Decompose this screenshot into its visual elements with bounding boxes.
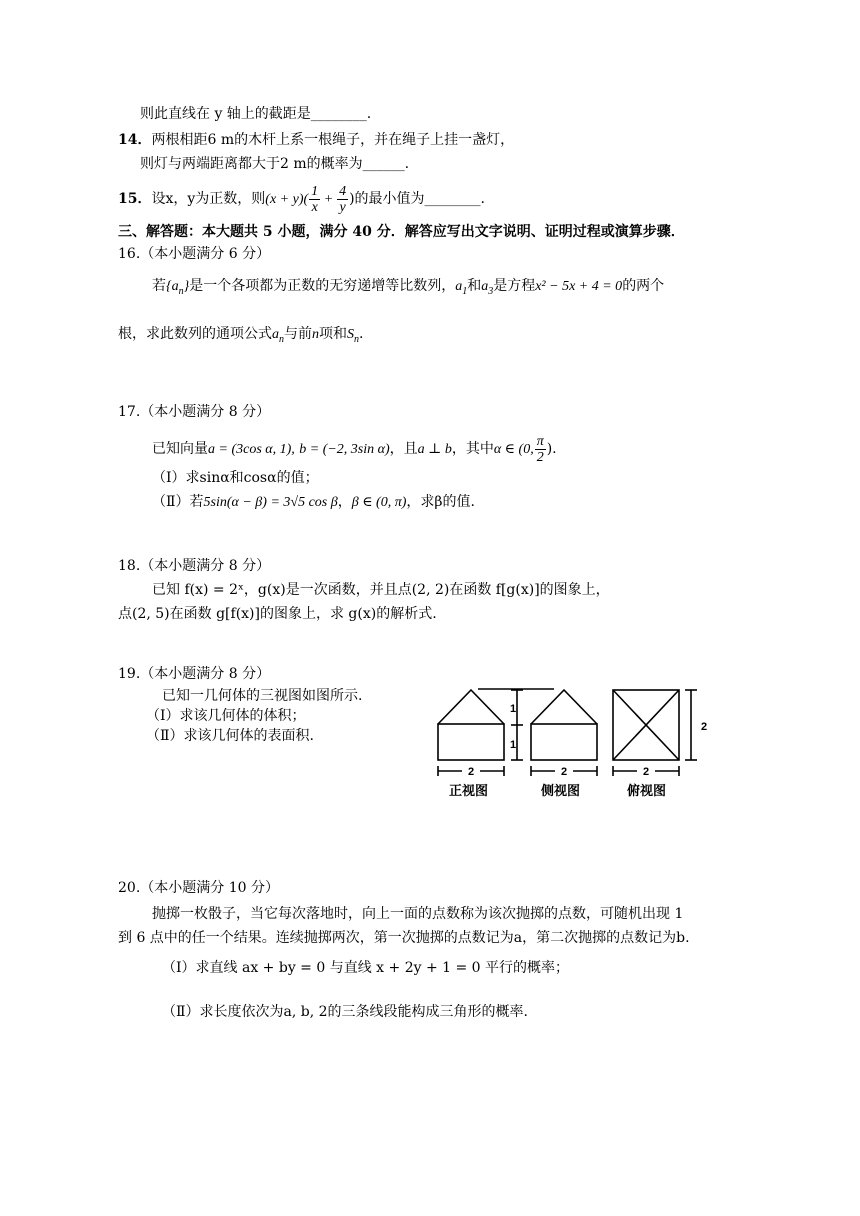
q15-text-b: )的最小值为________. bbox=[349, 191, 485, 207]
dim-label-side-width: 2 bbox=[561, 766, 568, 778]
section3-title: 三、解答题：本大题共 5 小题，满分 40 分．解答应写出文字说明、证明过程或演算步骤． bbox=[118, 224, 685, 240]
q14-number: 14． bbox=[118, 132, 152, 148]
q13-tail: 则此直线在 y 轴上的截距是________. bbox=[140, 106, 372, 122]
q16-line2: 根，求此数列的通项公式$a_n$与前n项和$S_n$. bbox=[118, 326, 364, 345]
q19-header: 19.（本小题满分 8 分） bbox=[118, 666, 271, 682]
q19-part2: （Ⅱ）求该几何体的表面积. bbox=[146, 728, 314, 744]
side-view bbox=[531, 690, 597, 760]
dim-label-h2: 1 bbox=[510, 739, 517, 751]
q17-line1: 已知向量a = (3cos α, 1), b = (−2, 3sin α)，且a ⊥ b，其中α ∈ (0, $\frac{\pi}{2}$ ). bbox=[152, 433, 557, 465]
q15-line: 15．设x，y为正数，则(x + y)( $\frac{1}{x}$ + $\frac{4}{y}$ )的最小值为________. bbox=[118, 183, 485, 215]
q19-line1: 已知一几何体的三视图如图所示. bbox=[162, 688, 363, 704]
q15-number: 15． bbox=[118, 191, 152, 207]
q17-part2: （Ⅱ）若5sin(α − β) = 3√5 cos β，β ∈ (0, π)，求β的值. bbox=[152, 494, 475, 510]
q17-part1: （Ⅰ）求sinα和cosα的值； bbox=[152, 470, 319, 486]
q17-header: 17.（本小题满分 8 分） bbox=[118, 404, 271, 420]
front-view bbox=[438, 690, 504, 760]
q17-part2-eq: 5sin(α − β) = 3√5 cos β bbox=[203, 495, 338, 510]
dim-label-top-width: 2 bbox=[643, 766, 650, 778]
top-view-label: 俯视图 bbox=[627, 783, 667, 798]
q17-pi-frac: $\frac{\pi}{2}$ bbox=[536, 433, 544, 465]
q19-part1: （Ⅰ）求该几何体的体积； bbox=[146, 708, 306, 724]
q20-line1: 抛掷一枚骰子，当它每次落地时，向上一面的点数称为该次抛掷的点数，可随机出现 1 bbox=[152, 906, 684, 922]
dim-label-h1: 1 bbox=[510, 703, 517, 715]
top-height-dimension bbox=[685, 690, 697, 760]
q14-line2: 则灯与两端距离都大于2 m的概率为______. bbox=[140, 156, 410, 172]
q16-equation: x² − 5x + 4 = 0 bbox=[535, 279, 623, 294]
q20-line2: 到 6 点中的任一个结果。连续抛掷两次，第一次抛掷的点数记为a，第二次抛掷的点数记为b. bbox=[118, 930, 690, 946]
front-view-label: 正视图 bbox=[449, 783, 489, 798]
q20-part2: （Ⅱ）求长度依次为a, b, 2的三条线段能构成三角形的概率. bbox=[162, 1004, 528, 1020]
q14-line1 bbox=[118, 130, 514, 150]
q15-text-a: 设x，y为正数，则 bbox=[151, 191, 266, 207]
q17-vec-b: b = (−2, 3sin α) bbox=[299, 442, 390, 457]
three-view-figure bbox=[428, 682, 708, 804]
q16-line1: 若$\{a_n\}$是一个各项都为正数的无穷递增等比数列，$a_1$和$a_3$是方程x² − 5x + 4 = 0的两个 bbox=[152, 278, 665, 297]
q17-perp: a ⊥ b bbox=[417, 442, 452, 457]
q20-header: 20.（本小题满分 10 分） bbox=[118, 880, 279, 896]
q20-part1: （Ⅰ）求直线 ax + by = 0 与直线 x + 2y + 1 = 0 平行的概率； bbox=[162, 960, 570, 976]
q18-line2: 点(2, 5)在函数 g[f(x)]的图象上，求 g(x)的解析式. bbox=[118, 606, 437, 622]
top-view bbox=[613, 690, 679, 760]
q18-header: 18.（本小题满分 8 分） bbox=[118, 558, 271, 574]
side-view-label: 侧视图 bbox=[541, 783, 581, 798]
q15-frac2: $\frac{4}{y}$ bbox=[339, 183, 347, 215]
q16-seq: $\{a_n\}$ bbox=[166, 279, 190, 297]
dim-label-front-width: 2 bbox=[468, 766, 475, 778]
q17-vec-a: a = (3cos α, 1), bbox=[208, 442, 295, 457]
q18-line1: 已知 f(x) = 2ˣ，g(x)是一次函数，并且点(2, 2)在函数 f[g(x)]的图象上， bbox=[152, 582, 610, 598]
q16-header: 16.（本小题满分 6 分） bbox=[118, 246, 271, 262]
q14-text-1: 两根相距6 m的木杆上系一根绳子，并在绳子上挂一盏灯， bbox=[151, 132, 515, 148]
dim-label-top-height: 2 bbox=[701, 721, 708, 733]
q15-expr-pre: (x + y)( bbox=[265, 192, 309, 207]
q15-frac1: $\frac{1}{x}$ bbox=[311, 183, 319, 215]
